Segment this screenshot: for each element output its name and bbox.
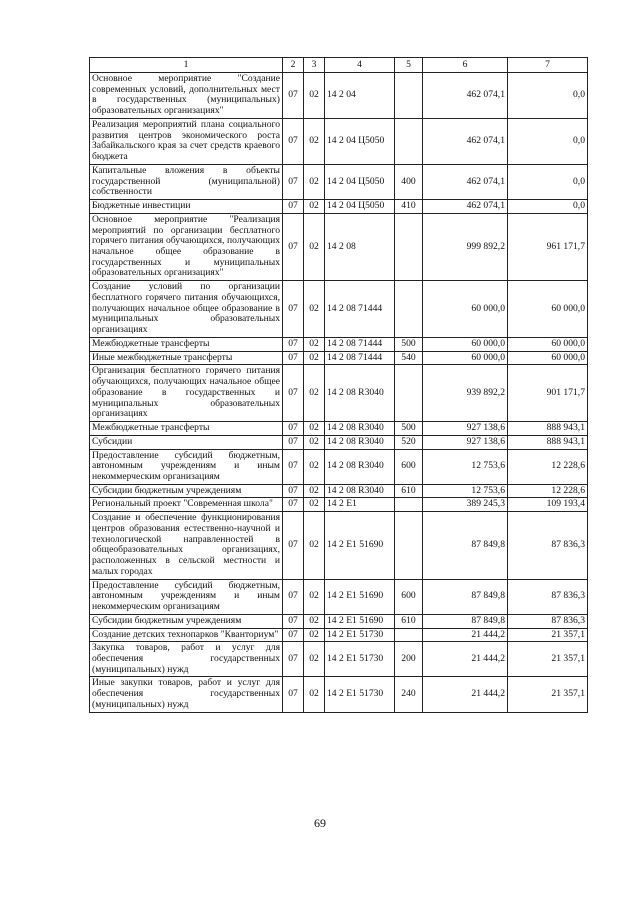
amount-year-2: 901 171,7: [508, 365, 588, 422]
item-name: Межбюджетные трансферты: [90, 337, 283, 351]
expense-type-code: 240: [395, 677, 423, 712]
expense-type-code: 520: [395, 435, 423, 449]
expense-type-code: [395, 498, 423, 512]
subsection-code: 02: [304, 164, 325, 199]
amount-year-1: 12 753,6: [423, 449, 508, 484]
column-header: 2: [283, 58, 304, 73]
amount-year-2: 87 836,3: [508, 614, 588, 628]
table-row: [90, 164, 588, 199]
subsection-code: 02: [304, 351, 325, 365]
item-name: Предоставление субсидий бюджетным, автономным учреждениям и иным некоммерческим организациям: [90, 449, 283, 484]
amount-year-1: 462 074,1: [423, 200, 508, 214]
target-article-code: 14 2 04 Ц5050: [325, 118, 395, 164]
table-row: [90, 512, 588, 579]
table-row: [90, 351, 588, 365]
table-row: [90, 337, 588, 351]
amount-year-1: 927 138,6: [423, 422, 508, 436]
subsection-code: 02: [304, 512, 325, 579]
expense-type-code: [395, 512, 423, 579]
amount-year-1: 60 000,0: [423, 281, 508, 338]
column-header: 1: [90, 58, 283, 73]
amount-year-1: 60 000,0: [423, 337, 508, 351]
item-name: Создание условий по организации бесплатного горячего питания обучающихся, получающих начальное общее образование в муниципальных образовательных организациях: [90, 281, 283, 338]
subsection-code: 02: [304, 422, 325, 436]
amount-year-1: 999 892,2: [423, 213, 508, 280]
target-article-code: 14 2 E1 51730: [325, 677, 395, 712]
section-code: 07: [283, 435, 304, 449]
expense-type-code: 600: [395, 579, 423, 614]
table-row: [90, 579, 588, 614]
expense-type-code: 610: [395, 484, 423, 498]
item-name: Бюджетные инвестиции: [90, 200, 283, 214]
header-row: [90, 58, 588, 73]
expense-type-code: 400: [395, 164, 423, 199]
amount-year-2: 961 171,7: [508, 213, 588, 280]
amount-year-2: 87 836,3: [508, 579, 588, 614]
amount-year-1: 21 444,2: [423, 628, 508, 642]
subsection-code: 02: [304, 337, 325, 351]
subsection-code: 02: [304, 281, 325, 338]
amount-year-2: 109 193,4: [508, 498, 588, 512]
table-row: [90, 614, 588, 628]
item-name: Субсидии бюджетным учреждениям: [90, 614, 283, 628]
section-code: 07: [283, 213, 304, 280]
section-code: 07: [283, 351, 304, 365]
amount-year-1: 60 000,0: [423, 351, 508, 365]
item-name: Основное мероприятие "Создание современных условий, дополнительных мест в государственных (муниципальных) образовательных организациях": [90, 73, 283, 119]
section-code: 07: [283, 422, 304, 436]
amount-year-1: 87 849,8: [423, 512, 508, 579]
section-code: 07: [283, 642, 304, 677]
amount-year-1: 939 892,2: [423, 365, 508, 422]
subsection-code: 02: [304, 498, 325, 512]
section-code: 07: [283, 281, 304, 338]
item-name: Иные закупки товаров, работ и услуг для обеспечения государственных (муниципальных) нужд: [90, 677, 283, 712]
amount-year-1: 389 245,3: [423, 498, 508, 512]
amount-year-1: 87 849,8: [423, 579, 508, 614]
amount-year-2: 87 836,3: [508, 512, 588, 579]
subsection-code: 02: [304, 73, 325, 119]
section-code: 07: [283, 677, 304, 712]
table-row: [90, 498, 588, 512]
column-header: 5: [395, 58, 423, 73]
subsection-code: 02: [304, 200, 325, 214]
amount-year-2: 60 000,0: [508, 337, 588, 351]
amount-year-1: 927 138,6: [423, 435, 508, 449]
section-code: 07: [283, 498, 304, 512]
target-article-code: 14 2 08 R3040: [325, 365, 395, 422]
item-name: Закупка товаров, работ и услуг для обеспечения государственных (муниципальных) нужд: [90, 642, 283, 677]
expense-type-code: [395, 281, 423, 338]
amount-year-2: 12 228,6: [508, 484, 588, 498]
section-code: 07: [283, 614, 304, 628]
table-row: [90, 213, 588, 280]
budget-table: [89, 57, 588, 713]
target-article-code: 14 2 08 71444: [325, 351, 395, 365]
expense-type-code: 610: [395, 614, 423, 628]
amount-year-2: 0,0: [508, 200, 588, 214]
amount-year-1: 21 444,2: [423, 677, 508, 712]
amount-year-2: 12 228,6: [508, 449, 588, 484]
target-article-code: 14 2 04 Ц5050: [325, 200, 395, 214]
expense-type-code: 500: [395, 422, 423, 436]
table-row: [90, 200, 588, 214]
section-code: 07: [283, 628, 304, 642]
amount-year-1: 21 444,2: [423, 642, 508, 677]
table-row: [90, 435, 588, 449]
amount-year-2: 888 943,1: [508, 435, 588, 449]
amount-year-2: 21 357,1: [508, 642, 588, 677]
target-article-code: 14 2 08 R3040: [325, 449, 395, 484]
expense-type-code: 410: [395, 200, 423, 214]
table-row: [90, 484, 588, 498]
amount-year-1: 462 074,1: [423, 73, 508, 119]
target-article-code: 14 2 08: [325, 213, 395, 280]
amount-year-2: 888 943,1: [508, 422, 588, 436]
target-article-code: 14 2 08 R3040: [325, 484, 395, 498]
target-article-code: 14 2 08 R3040: [325, 422, 395, 436]
target-article-code: 14 2 E1 51690: [325, 614, 395, 628]
target-article-code: 14 2 08 71444: [325, 337, 395, 351]
section-code: 07: [283, 579, 304, 614]
section-code: 07: [283, 484, 304, 498]
expense-type-code: [395, 213, 423, 280]
table-row: [90, 281, 588, 338]
section-code: 07: [283, 449, 304, 484]
expense-type-code: 500: [395, 337, 423, 351]
target-article-code: 14 2 08 R3040: [325, 435, 395, 449]
expense-type-code: 540: [395, 351, 423, 365]
amount-year-2: 21 357,1: [508, 628, 588, 642]
expense-type-code: 200: [395, 642, 423, 677]
amount-year-1: 12 753,6: [423, 484, 508, 498]
subsection-code: 02: [304, 642, 325, 677]
target-article-code: 14 2 E1 51730: [325, 642, 395, 677]
amount-year-1: 87 849,8: [423, 614, 508, 628]
target-article-code: 14 2 04: [325, 73, 395, 119]
section-code: 07: [283, 200, 304, 214]
subsection-code: 02: [304, 614, 325, 628]
amount-year-1: 462 074,1: [423, 118, 508, 164]
expense-type-code: 600: [395, 449, 423, 484]
section-code: 07: [283, 512, 304, 579]
page-number: 69: [314, 816, 326, 830]
target-article-code: 14 2 04 Ц5050: [325, 164, 395, 199]
item-name: Капитальные вложения в объекты государственной (муниципальной) собственности: [90, 164, 283, 199]
section-code: 07: [283, 73, 304, 119]
amount-year-2: 0,0: [508, 118, 588, 164]
table-row: [90, 642, 588, 677]
target-article-code: 14 2 E1 51690: [325, 512, 395, 579]
table-row: [90, 422, 588, 436]
subsection-code: 02: [304, 484, 325, 498]
table-row: [90, 365, 588, 422]
subsection-code: 02: [304, 365, 325, 422]
item-name: Создание и обеспечение функционирования центров образования естественно-научной и технологической направленностей в общеобразовательных организациях, расположенных в сельской местности и малых городах: [90, 512, 283, 579]
expense-type-code: [395, 365, 423, 422]
subsection-code: 02: [304, 449, 325, 484]
column-header: 6: [423, 58, 508, 73]
amount-year-1: 462 074,1: [423, 164, 508, 199]
amount-year-2: 0,0: [508, 73, 588, 119]
subsection-code: 02: [304, 118, 325, 164]
table-row: [90, 677, 588, 712]
subsection-code: 02: [304, 628, 325, 642]
item-name: Предоставление субсидий бюджетным, автономным учреждениям и иным некоммерческим организациям: [90, 579, 283, 614]
section-code: 07: [283, 337, 304, 351]
item-name: Межбюджетные трансферты: [90, 422, 283, 436]
section-code: 07: [283, 118, 304, 164]
item-name: Субсидии бюджетным учреждениям: [90, 484, 283, 498]
item-name: Региональный проект "Современная школа": [90, 498, 283, 512]
subsection-code: 02: [304, 579, 325, 614]
item-name: Субсидии: [90, 435, 283, 449]
subsection-code: 02: [304, 435, 325, 449]
expense-type-code: [395, 118, 423, 164]
target-article-code: 14 2 08 71444: [325, 281, 395, 338]
column-header: 4: [325, 58, 395, 73]
amount-year-2: 0,0: [508, 164, 588, 199]
section-code: 07: [283, 365, 304, 422]
table-row: [90, 118, 588, 164]
expense-type-code: [395, 73, 423, 119]
item-name: Создание детских технопарков "Кванториум": [90, 628, 283, 642]
table-row: [90, 628, 588, 642]
table-row: [90, 449, 588, 484]
target-article-code: 14 2 E1: [325, 498, 395, 512]
subsection-code: 02: [304, 213, 325, 280]
column-header: 7: [508, 58, 588, 73]
item-name: Основное мероприятие "Реализация мероприятий по организации бесплатного горячего питания обучающихся, получающих начальное общее образование в государственных и муниципальных образовательных организациях": [90, 213, 283, 280]
amount-year-2: 60 000,0: [508, 281, 588, 338]
amount-year-2: 60 000,0: [508, 351, 588, 365]
subsection-code: 02: [304, 677, 325, 712]
target-article-code: 14 2 E1 51690: [325, 579, 395, 614]
expense-type-code: [395, 628, 423, 642]
section-code: 07: [283, 164, 304, 199]
table-row: [90, 73, 588, 119]
item-name: Иные межбюджетные трансферты: [90, 351, 283, 365]
column-header: 3: [304, 58, 325, 73]
item-name: Организация бесплатного горячего питания обучающихся, получающих начальное общее образование в государственных и муниципальных образовательных организациях: [90, 365, 283, 422]
amount-year-2: 21 357,1: [508, 677, 588, 712]
target-article-code: 14 2 E1 51730: [325, 628, 395, 642]
item-name: Реализация мероприятий плана социального развития центров экономического роста Забайкальского края за счет средств краевого бюджета: [90, 118, 283, 164]
